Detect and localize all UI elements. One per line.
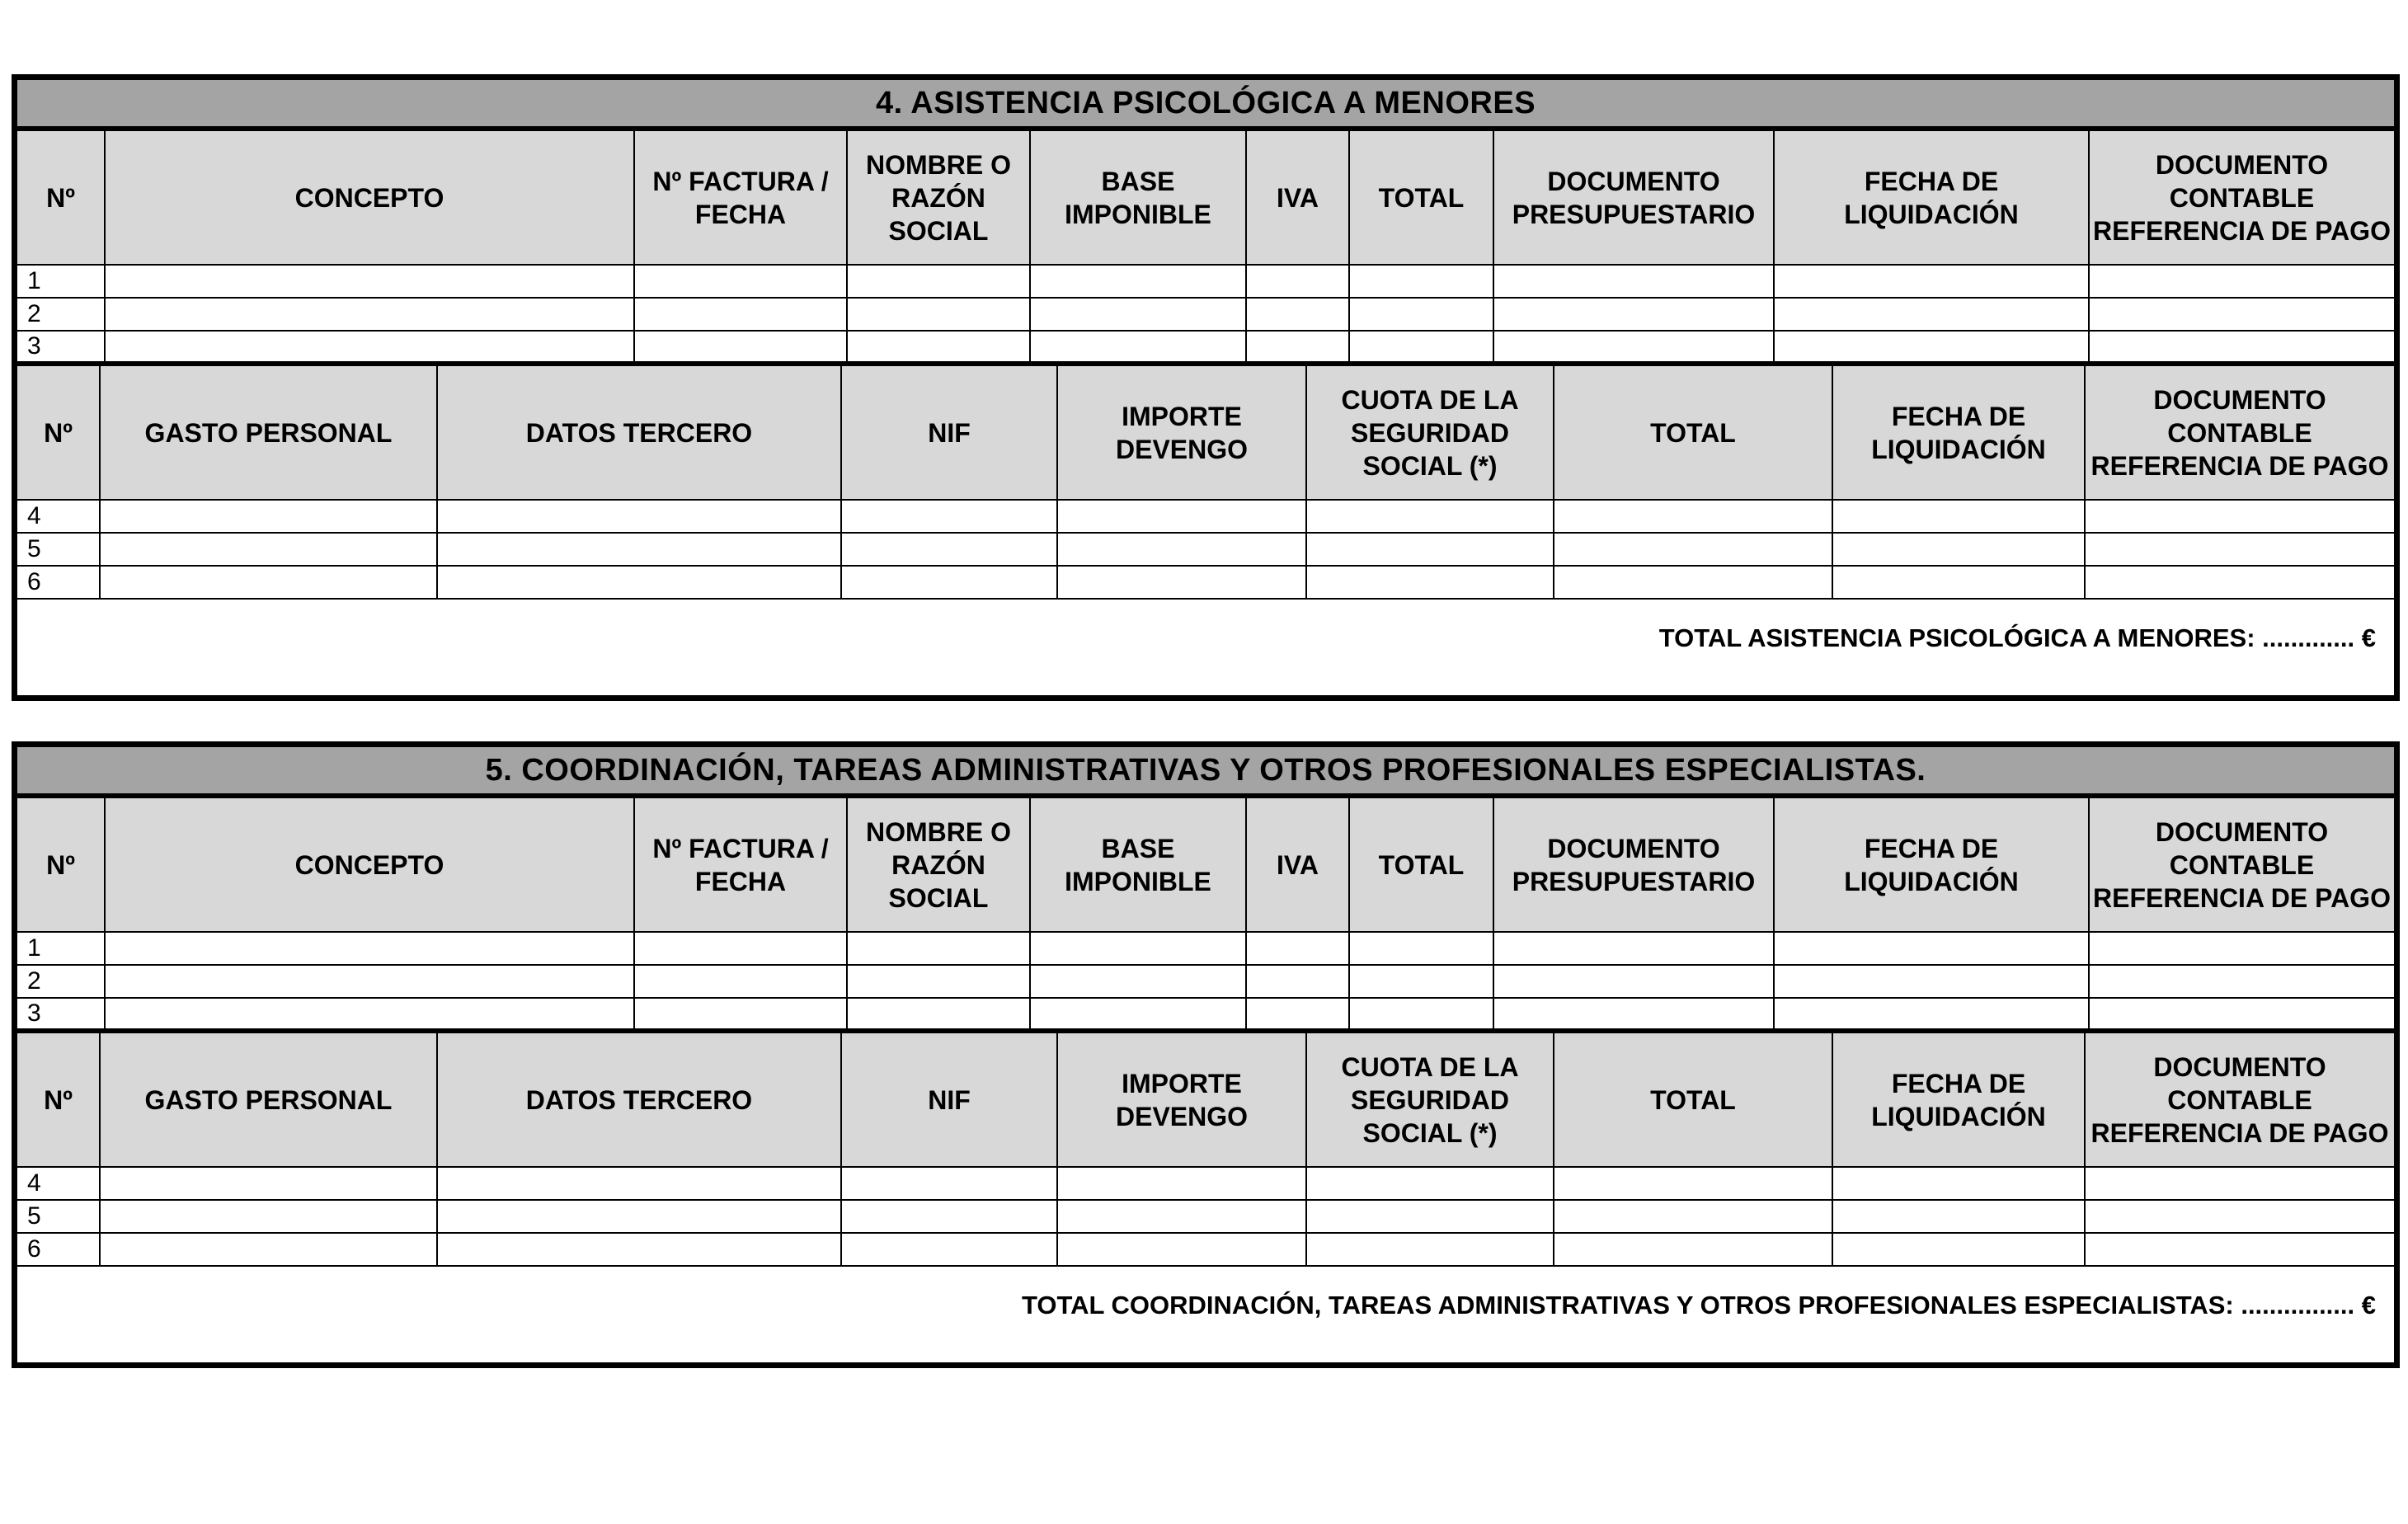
input-cell[interactable] (2085, 1200, 2394, 1233)
input-cell[interactable] (847, 265, 1030, 298)
personal-header-row (17, 366, 2394, 500)
input-cell[interactable] (1306, 1200, 1554, 1233)
header-cell: CUOTA DE LA SEGURIDAD SOCIAL (*) (1306, 1033, 1554, 1167)
input-cell[interactable] (1246, 932, 1349, 965)
header-cell: DATOS TERCERO (437, 1033, 841, 1167)
row-number: 6 (17, 1233, 100, 1266)
input-cell[interactable] (634, 998, 847, 1031)
input-cell[interactable] (2089, 998, 2394, 1031)
row-number: 6 (17, 566, 100, 599)
row-number: 5 (17, 1200, 100, 1233)
table-row (17, 566, 2394, 599)
input-cell[interactable] (1246, 331, 1349, 364)
input-cell[interactable] (1349, 298, 1493, 331)
section-asistencia-psicologica (12, 74, 2400, 701)
input-cell[interactable] (1774, 998, 2089, 1031)
header-cell: Nº FACTURA / FECHA (634, 131, 847, 265)
input-cell[interactable] (1832, 1167, 2085, 1200)
input-cell[interactable] (1493, 932, 1774, 965)
header-cell: TOTAL (1349, 131, 1493, 265)
input-cell[interactable] (847, 998, 1030, 1031)
table-row (17, 965, 2394, 998)
table-row (17, 533, 2394, 566)
input-cell[interactable] (2085, 1233, 2394, 1266)
section-title: 5. COORDINACIÓN, TAREAS ADMINISTRATIVAS Y OTROS PROFESIONALES ESPECIALISTAS. (17, 747, 2394, 798)
input-cell[interactable] (1349, 998, 1493, 1031)
header-cell: NOMBRE O RAZÓN SOCIAL (847, 798, 1030, 932)
input-cell[interactable] (100, 1200, 437, 1233)
input-cell[interactable] (2089, 965, 2394, 998)
personal-header-row (17, 1033, 2394, 1167)
input-cell[interactable] (1030, 265, 1246, 298)
input-cell[interactable] (841, 1200, 1057, 1233)
input-cell[interactable] (634, 932, 847, 965)
input-cell[interactable] (1030, 298, 1246, 331)
personal-table (17, 366, 2394, 600)
input-cell[interactable] (2085, 566, 2394, 599)
header-cell: GASTO PERSONAL (100, 366, 437, 500)
input-cell[interactable] (437, 566, 841, 599)
input-cell[interactable] (1554, 1233, 1832, 1266)
input-cell[interactable] (1306, 533, 1554, 566)
header-cell: Nº (17, 798, 105, 932)
input-cell[interactable] (100, 533, 437, 566)
input-cell[interactable] (100, 1233, 437, 1266)
input-cell[interactable] (1030, 998, 1246, 1031)
input-cell[interactable] (2089, 932, 2394, 965)
table-row (17, 1200, 2394, 1233)
input-cell[interactable] (1493, 331, 1774, 364)
table-row (17, 998, 2394, 1031)
invoice-header-row (17, 798, 2394, 932)
input-cell[interactable] (105, 265, 634, 298)
input-cell[interactable] (1030, 965, 1246, 998)
header-cell: TOTAL (1349, 798, 1493, 932)
input-cell[interactable] (105, 298, 634, 331)
input-cell[interactable] (1832, 533, 2085, 566)
header-cell: Nº (17, 131, 105, 265)
row-number: 2 (17, 298, 105, 331)
input-cell[interactable] (1057, 1200, 1306, 1233)
input-cell[interactable] (100, 500, 437, 533)
header-cell: DOCUMENTO CONTABLE REFERENCIA DE PAGO (2085, 366, 2394, 500)
table-row (17, 1167, 2394, 1200)
input-cell[interactable] (1349, 265, 1493, 298)
input-cell[interactable] (437, 1233, 841, 1266)
input-cell[interactable] (437, 533, 841, 566)
input-cell[interactable] (2085, 1167, 2394, 1200)
header-cell: NIF (841, 366, 1057, 500)
header-cell: FECHA DE LIQUIDACIÓN (1832, 366, 2085, 500)
input-cell[interactable] (1774, 265, 2089, 298)
input-cell[interactable] (847, 331, 1030, 364)
input-cell[interactable] (1306, 1167, 1554, 1200)
header-cell: IVA (1246, 131, 1349, 265)
input-cell[interactable] (1832, 1200, 2085, 1233)
input-cell[interactable] (1774, 965, 2089, 998)
header-cell: IMPORTE DEVENGO (1057, 366, 1306, 500)
header-cell: CONCEPTO (105, 798, 634, 932)
input-cell[interactable] (847, 932, 1030, 965)
input-cell[interactable] (1057, 1167, 1306, 1200)
invoice-header-row (17, 131, 2394, 265)
table-row (17, 932, 2394, 965)
header-cell: FECHA DE LIQUIDACIÓN (1774, 798, 2089, 932)
input-cell[interactable] (2089, 331, 2394, 364)
input-cell[interactable] (1493, 298, 1774, 331)
table-row (17, 298, 2394, 331)
table-row (17, 265, 2394, 298)
input-cell[interactable] (1493, 998, 1774, 1031)
header-cell: Nº (17, 366, 100, 500)
input-cell[interactable] (2089, 265, 2394, 298)
section-title: 4. ASISTENCIA PSICOLÓGICA A MENORES (17, 80, 2394, 131)
input-cell[interactable] (841, 1167, 1057, 1200)
input-cell[interactable] (1832, 566, 2085, 599)
input-cell[interactable] (841, 1233, 1057, 1266)
input-cell[interactable] (437, 1167, 841, 1200)
row-number: 2 (17, 965, 105, 998)
input-cell[interactable] (1554, 1167, 1832, 1200)
row-number: 1 (17, 932, 105, 965)
input-cell[interactable] (2089, 298, 2394, 331)
row-number: 4 (17, 1167, 100, 1200)
section-total: TOTAL COORDINACIÓN, TAREAS ADMINISTRATIVAS Y OTROS PROFESIONALES ESPECIALISTAS: ................ € (1021, 1291, 2376, 1319)
input-cell[interactable] (841, 533, 1057, 566)
row-number: 3 (17, 331, 105, 364)
input-cell[interactable] (2085, 500, 2394, 533)
input-cell[interactable] (437, 1200, 841, 1233)
personal-table (17, 1033, 2394, 1267)
input-cell[interactable] (2085, 533, 2394, 566)
input-cell[interactable] (1306, 1233, 1554, 1266)
invoice-table (17, 131, 2394, 366)
input-cell[interactable] (105, 998, 634, 1031)
header-cell: CONCEPTO (105, 131, 634, 265)
input-cell[interactable] (1057, 1233, 1306, 1266)
input-cell[interactable] (1554, 566, 1832, 599)
input-cell[interactable] (100, 566, 437, 599)
invoice-table (17, 798, 2394, 1033)
input-cell[interactable] (841, 500, 1057, 533)
input-cell[interactable] (1774, 331, 2089, 364)
header-cell: DATOS TERCERO (437, 366, 841, 500)
section-coordinacion (12, 741, 2400, 1368)
input-cell[interactable] (1246, 965, 1349, 998)
header-cell: IVA (1246, 798, 1349, 932)
header-cell: GASTO PERSONAL (100, 1033, 437, 1167)
header-cell: BASE IMPONIBLE (1030, 798, 1246, 932)
header-cell: Nº FACTURA / FECHA (634, 798, 847, 932)
section-total: TOTAL ASISTENCIA PSICOLÓGICA A MENORES: ............. € (1658, 623, 2376, 652)
input-cell[interactable] (1349, 932, 1493, 965)
input-cell[interactable] (1246, 298, 1349, 331)
row-number: 3 (17, 998, 105, 1031)
input-cell[interactable] (1306, 566, 1554, 599)
row-number: 5 (17, 533, 100, 566)
row-number: 1 (17, 265, 105, 298)
input-cell[interactable] (105, 331, 634, 364)
header-cell: NIF (841, 1033, 1057, 1167)
table-row (17, 1233, 2394, 1266)
input-cell[interactable] (847, 965, 1030, 998)
input-cell[interactable] (1349, 331, 1493, 364)
header-cell: DOCUMENTO PRESUPUESTARIO (1493, 798, 1774, 932)
header-cell: DOCUMENTO PRESUPUESTARIO (1493, 131, 1774, 265)
row-number: 4 (17, 500, 100, 533)
input-cell[interactable] (841, 566, 1057, 599)
input-cell[interactable] (1554, 500, 1832, 533)
input-cell[interactable] (1832, 1233, 2085, 1266)
input-cell[interactable] (1030, 932, 1246, 965)
input-cell[interactable] (1554, 533, 1832, 566)
header-cell: NOMBRE O RAZÓN SOCIAL (847, 131, 1030, 265)
header-cell: DOCUMENTO CONTABLE REFERENCIA DE PAGO (2085, 1033, 2394, 1167)
input-cell[interactable] (1774, 932, 2089, 965)
header-cell: FECHA DE LIQUIDACIÓN (1832, 1033, 2085, 1167)
input-cell[interactable] (437, 500, 841, 533)
header-cell: TOTAL (1554, 366, 1832, 500)
table-row (17, 500, 2394, 533)
input-cell[interactable] (847, 298, 1030, 331)
input-cell[interactable] (1057, 500, 1306, 533)
input-cell[interactable] (1774, 298, 2089, 331)
input-cell[interactable] (634, 331, 847, 364)
input-cell[interactable] (100, 1167, 437, 1200)
input-cell[interactable] (634, 265, 847, 298)
input-cell[interactable] (634, 298, 847, 331)
header-cell: DOCUMENTO CONTABLE REFERENCIA DE PAGO (2089, 798, 2394, 932)
input-cell[interactable] (1493, 965, 1774, 998)
input-cell[interactable] (1030, 331, 1246, 364)
header-cell: Nº (17, 1033, 100, 1167)
header-cell: CUOTA DE LA SEGURIDAD SOCIAL (*) (1306, 366, 1554, 500)
table-row (17, 331, 2394, 364)
header-cell: DOCUMENTO CONTABLE REFERENCIA DE PAGO (2089, 131, 2394, 265)
header-cell: IMPORTE DEVENGO (1057, 1033, 1306, 1167)
input-cell[interactable] (1246, 265, 1349, 298)
input-cell[interactable] (105, 932, 634, 965)
input-cell[interactable] (105, 965, 634, 998)
input-cell[interactable] (1554, 1200, 1832, 1233)
input-cell[interactable] (1057, 566, 1306, 599)
input-cell[interactable] (1057, 533, 1306, 566)
header-cell: TOTAL (1554, 1033, 1832, 1167)
input-cell[interactable] (1306, 500, 1554, 533)
header-cell: FECHA DE LIQUIDACIÓN (1774, 131, 2089, 265)
header-cell: BASE IMPONIBLE (1030, 131, 1246, 265)
input-cell[interactable] (1246, 998, 1349, 1031)
input-cell[interactable] (1349, 965, 1493, 998)
input-cell[interactable] (1493, 265, 1774, 298)
input-cell[interactable] (634, 965, 847, 998)
input-cell[interactable] (1832, 500, 2085, 533)
